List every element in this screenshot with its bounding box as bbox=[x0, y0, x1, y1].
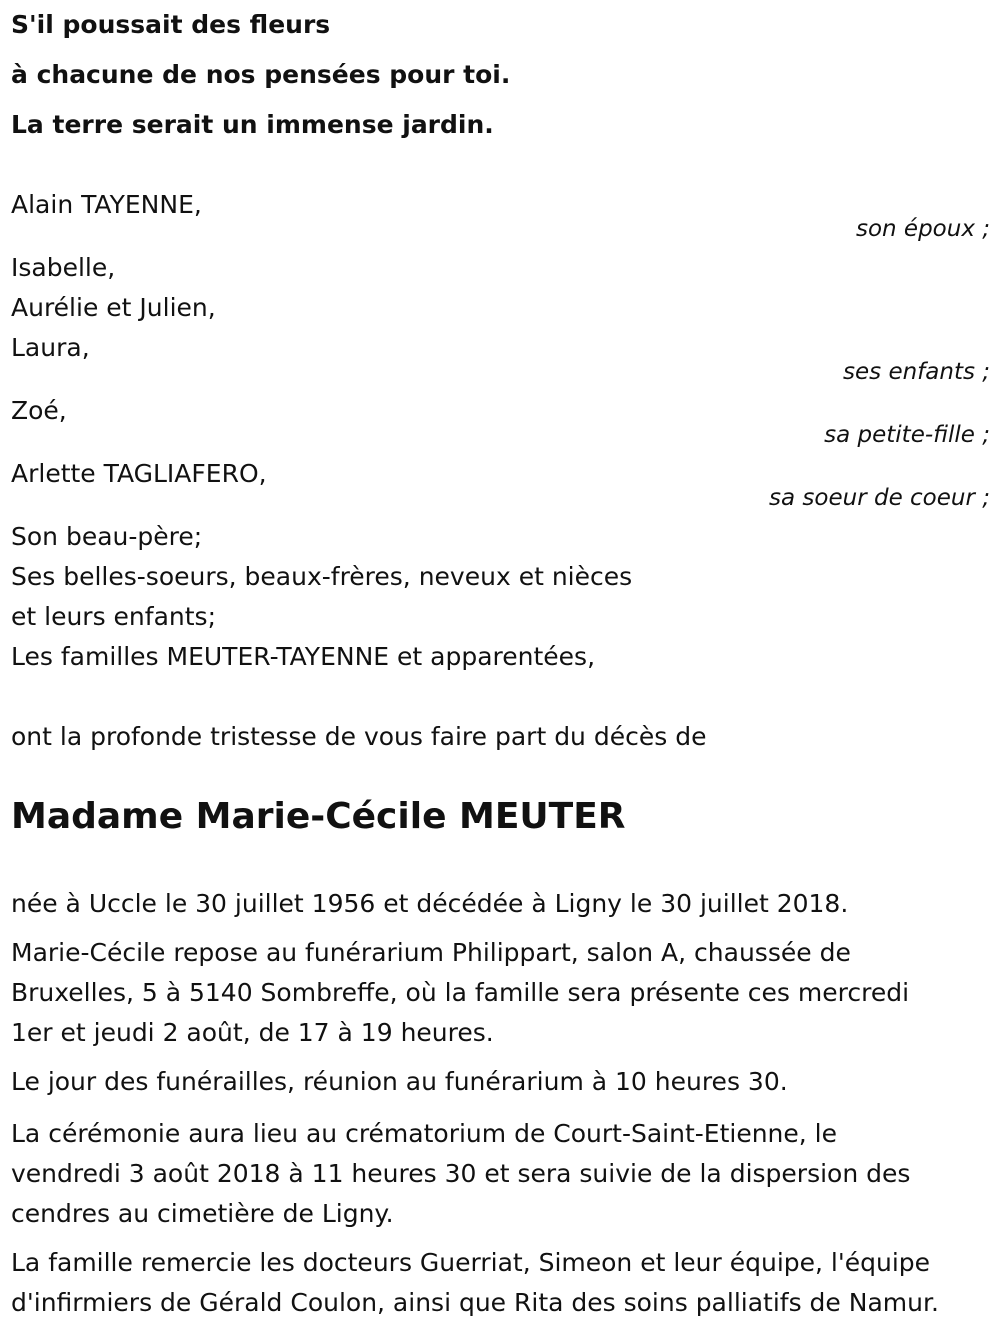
thanks-line-2: d'infirmiers de Gérald Coulon, ainsi que Rita des soins palliatifs de Namur. bbox=[11, 1288, 939, 1317]
ceremony-line-2: vendredi 3 août 2018 à 11 heures 30 et sera suivie de la dispersion des bbox=[11, 1159, 911, 1188]
spouse-name: Alain TAYENNE, bbox=[11, 190, 202, 219]
spouse-role: son époux ; bbox=[855, 216, 990, 242]
announcement: ont la profonde tristesse de vous faire part du décès de bbox=[11, 722, 707, 751]
poem-line-1: S'il poussait des fleurs bbox=[11, 10, 331, 39]
poem-line-2: à chacune de nos pensées pour toi. bbox=[11, 60, 511, 89]
repose-line-2: Bruxelles, 5 à 5140 Sombreffe, où la famille sera présente ces mercredi bbox=[11, 978, 910, 1007]
thanks-line-1: La famille remercie les docteurs Guerriat, Simeon et leur équipe, l'équipe bbox=[11, 1248, 931, 1277]
child-name-3: Laura, bbox=[11, 333, 90, 362]
repose-line-3: 1er et jeudi 2 août, de 17 à 19 heures. bbox=[11, 1018, 494, 1047]
repose-line-1: Marie-Cécile repose au funérarium Philippart, salon A, chaussée de bbox=[11, 938, 851, 967]
granddaughter-role: sa petite-fille ; bbox=[824, 422, 990, 448]
poem-line-3: La terre serait un immense jardin. bbox=[11, 110, 494, 139]
deceased-name: Madame Marie-Cécile MEUTER bbox=[11, 796, 626, 837]
granddaughter-name: Zoé, bbox=[11, 396, 67, 425]
other-family-line-1: Son beau-père; bbox=[11, 522, 203, 551]
ceremony-line-3: cendres au cimetière de Ligny. bbox=[11, 1199, 394, 1228]
ceremony-line-1: La cérémonie aura lieu au crématorium de Court-Saint-Etienne, le bbox=[11, 1119, 837, 1148]
sister-heart-name: Arlette TAGLIAFERO, bbox=[11, 459, 267, 488]
birth-death-line: née à Uccle le 30 juillet 1956 et décédée à Ligny le 30 juillet 2018. bbox=[11, 889, 849, 918]
other-family-line-4: Les familles MEUTER-TAYENNE et apparentées, bbox=[11, 642, 596, 671]
child-name-2: Aurélie et Julien, bbox=[11, 293, 216, 322]
children-role: ses enfants ; bbox=[843, 359, 990, 385]
sister-heart-role: sa soeur de coeur ; bbox=[769, 485, 990, 511]
other-family-line-2: Ses belles-soeurs, beaux-frères, neveux et nièces bbox=[11, 562, 633, 591]
funeral-day-line: Le jour des funérailles, réunion au funérarium à 10 heures 30. bbox=[11, 1067, 788, 1096]
other-family-line-3: et leurs enfants; bbox=[11, 602, 216, 631]
child-name-1: Isabelle, bbox=[11, 253, 116, 282]
